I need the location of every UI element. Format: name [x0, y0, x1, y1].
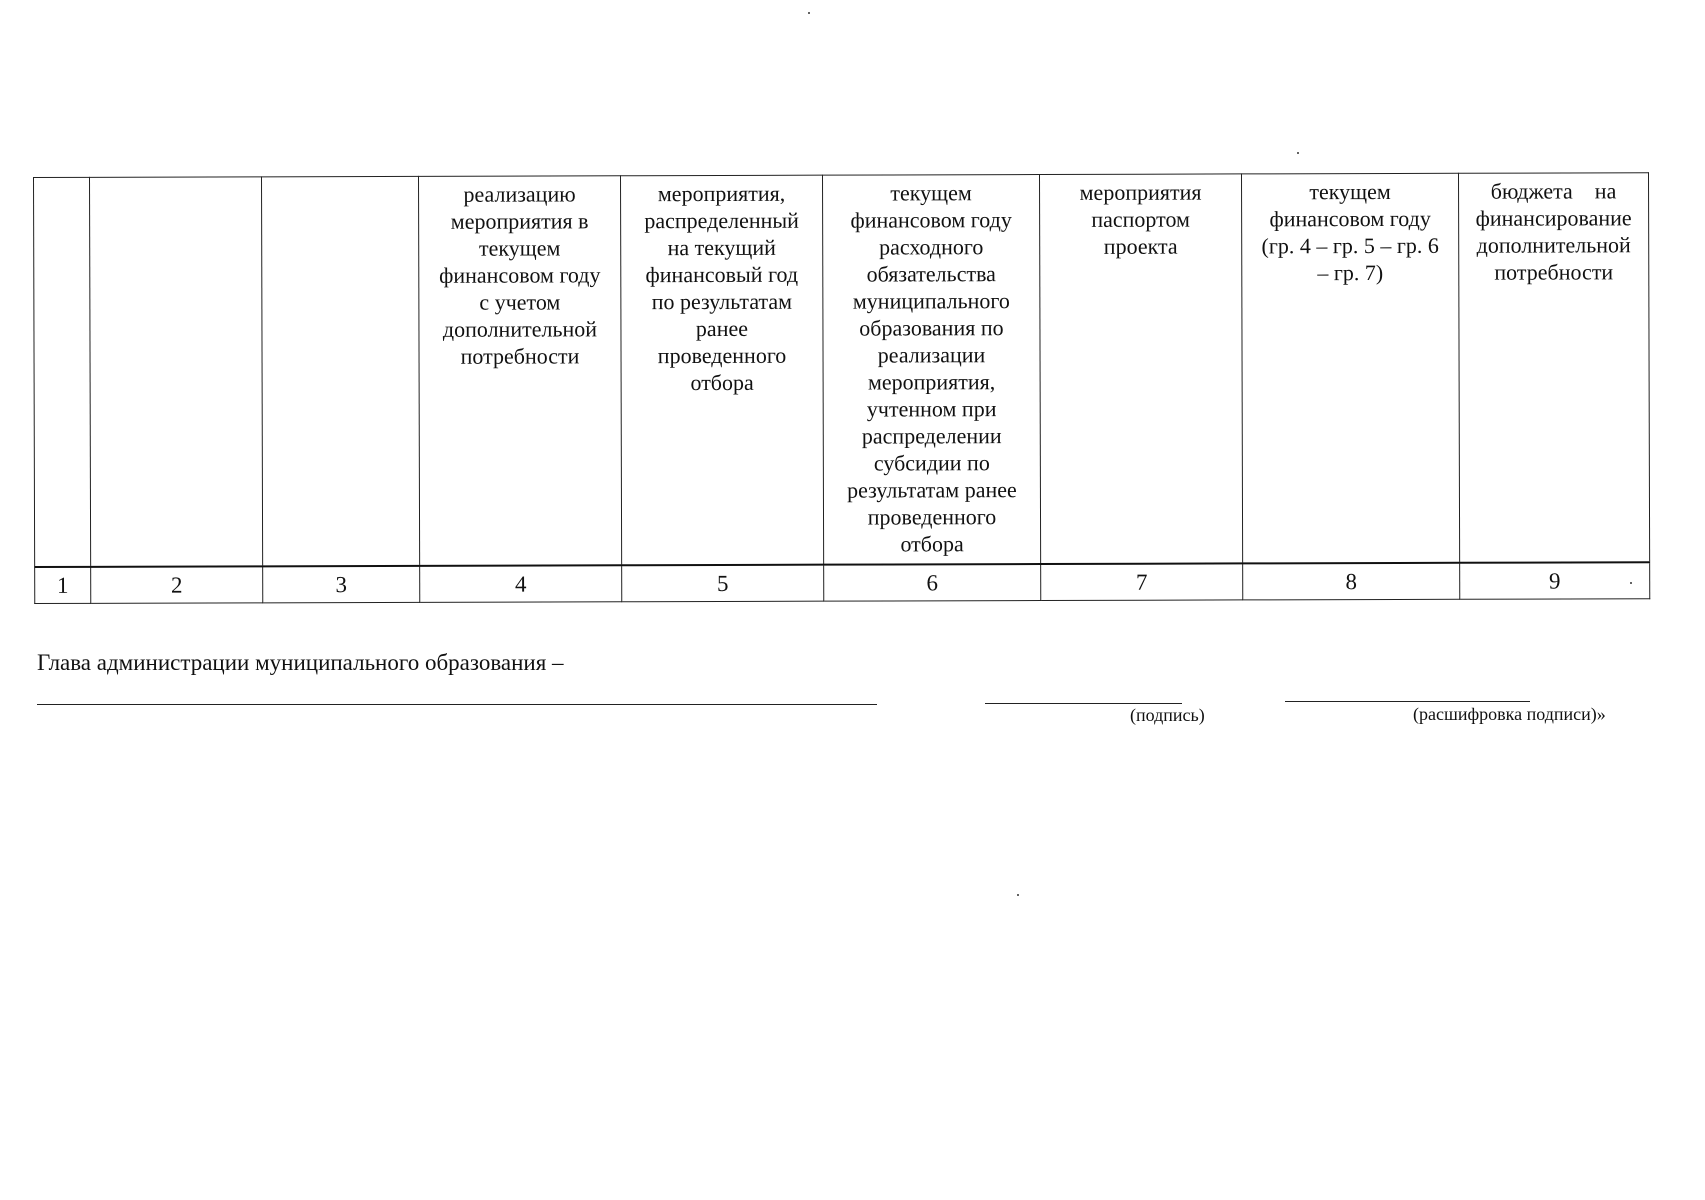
header-cell-3: [262, 176, 420, 566]
decode-line: [1285, 701, 1530, 702]
column-number: 5: [622, 565, 824, 602]
column-number-row: [35, 562, 1650, 603]
scan-speck: [1017, 894, 1019, 896]
table-header-row: [34, 173, 1650, 567]
scan-speck: [1630, 582, 1632, 584]
header-cell-8: текущем финансовом году (гр. 4 – гр. 5 – гр. 6 – гр. 7): [1241, 173, 1459, 563]
header-cell-4: реализацию мероприятия в текущем финансовом году с учетом дополнительной потребности: [418, 176, 621, 566]
form-table-wrapper: [33, 172, 1649, 604]
header-cell-1: [34, 177, 91, 567]
form-table: [33, 172, 1650, 604]
name-line: [37, 704, 877, 705]
header-cell-2: [90, 177, 263, 567]
column-number: 2: [91, 566, 263, 603]
header-cell-5: мероприятия, распределенный на текущий финансовый год по результатам ранее проведенного отбора: [620, 175, 823, 565]
header-cell-9: бюджета на финансирование дополнительной потребности: [1458, 173, 1649, 563]
column-number: 6: [824, 564, 1041, 601]
signature-line: [985, 703, 1182, 704]
column-number: 7: [1041, 563, 1243, 600]
column-number: 3: [263, 566, 420, 603]
column-number: 4: [420, 565, 622, 602]
column-number: 1: [35, 567, 91, 604]
scan-speck: [808, 12, 810, 14]
decode-caption: (расшифровка подписи)»: [1413, 704, 1606, 724]
column-number: 8: [1243, 563, 1460, 600]
scan-speck: [1297, 152, 1299, 154]
signature-title: Глава администрации муниципального образования –: [37, 650, 564, 675]
signature-caption: (подпись): [1130, 705, 1205, 725]
header-cell-7: мероприятия паспортом проекта: [1039, 174, 1242, 564]
column-number: 9: [1460, 562, 1650, 599]
header-cell-6: текущем финансовом году расходного обязательства муниципального образования по реализации мероприятия, учтенном при распределении субсидии по результатам ранее проведенного отбора: [822, 175, 1040, 565]
